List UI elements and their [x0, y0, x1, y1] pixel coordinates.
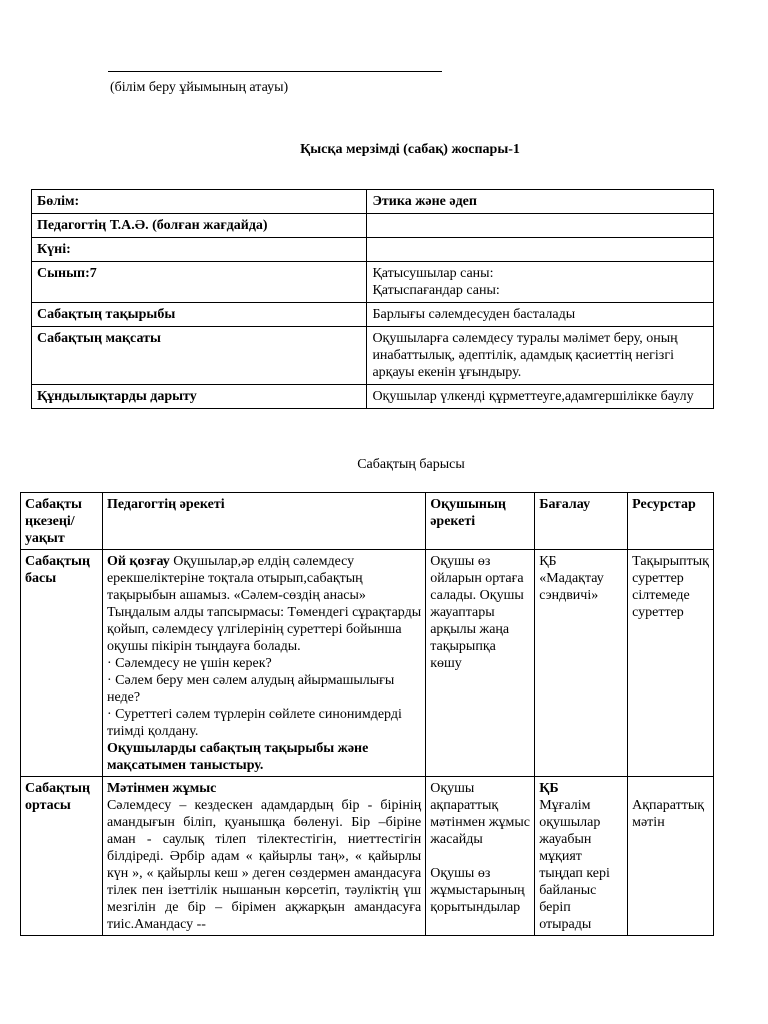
table-row — [21, 550, 714, 777]
info-label: Сабақтың мақсаты — [32, 327, 367, 385]
info-value — [367, 214, 714, 238]
resources-text: Ақпараттық мәтін — [632, 798, 705, 830]
info-value — [367, 262, 714, 303]
introduction-note: Оқушыларды сабақтың тақырыбы және мақсатымен таныстыру. — [106, 741, 369, 773]
info-label: Сабақтың тақырыбы — [32, 303, 367, 327]
info-value: Барлығы сәлемдесуден басталады — [367, 303, 714, 327]
teacher-action-cell — [102, 550, 425, 777]
lesson-progress-table — [20, 492, 714, 936]
warmup-body: Оқушылар,әр елдің сәлемдесу ерекшеліктеріне тоқтала отырып,сабақтың тақырыбын ашамыз. «Сәлем-сөздің анасы» Тыңдалым алды тапсырмасы: Төмендегі сұрақтарды қойып, сәлемдесу үлгілерінің суреттері бойынша оқушы пікірін тыңдауға болады. — [106, 554, 422, 654]
attendees-count-label: Қатысушылар саны: — [372, 266, 494, 281]
column-header-student: Оқушының әрекеті — [426, 493, 535, 550]
info-value — [367, 238, 714, 262]
info-value: Оқушылар үлкенді құрметтеуге,адамгершілікке баулу — [367, 385, 714, 409]
organization-caption: (білім беру ұйымының атауы) — [110, 80, 289, 95]
lesson-info-table — [31, 189, 714, 409]
student-action-text: Оқушы өз жұмыстарының қорытындылар — [430, 866, 525, 915]
info-row-teacher — [32, 214, 714, 238]
absentees-count-label: Қатыспағандар саны: — [372, 283, 500, 298]
info-row-class — [32, 262, 714, 303]
resources-cell: Тақырыптық суреттер сілтемеде суреттер — [628, 550, 714, 777]
student-action-cell: Оқушы өз ойларын ортаға салады. Оқушы жауаптары арқылы жаңа тақырыпқа көшу — [426, 550, 535, 777]
organization-name-line — [108, 71, 442, 72]
assessment-cell — [535, 777, 628, 936]
resources-cell — [628, 777, 714, 936]
assessment-cell: ҚБ «Мадақтау сэндвичі» — [535, 550, 628, 777]
column-header-teacher: Педагогтің әрекеті — [102, 493, 425, 550]
info-label: Сынып:7 — [32, 262, 367, 303]
info-label: Күні: — [32, 238, 367, 262]
table-header-row — [21, 493, 714, 550]
info-row-values — [32, 385, 714, 409]
info-label: Педагогтің Т.А.Ә. (болған жағдайда) — [32, 214, 367, 238]
question-item: · Суреттегі сәлем түрлерін сөйлете синонимдерді тиімді қолдану. — [106, 707, 402, 739]
column-header-assessment: Бағалау — [535, 493, 628, 550]
assessment-text: Мұғалім оқушылар жауабын мұқият тыңдап кері байланыс беріп отырады — [539, 798, 610, 932]
stage-cell: Сабақтың ортасы — [21, 777, 103, 936]
student-action-text: Оқушы ақпараттық мәтінмен жұмыс жасайды — [430, 781, 531, 847]
teacher-action-cell — [102, 777, 425, 936]
warmup-heading: Ой қозғау — [106, 554, 170, 569]
spacer — [632, 780, 709, 797]
stage-cell: Сабақтың басы — [21, 550, 103, 777]
column-header-stage: Сабақты ңкезеңі/ уақыт — [21, 493, 103, 550]
spacer — [430, 848, 530, 865]
text-work-heading: Мәтінмен жұмыс — [106, 781, 217, 796]
warmup-text — [107, 553, 421, 655]
info-row-section — [32, 190, 714, 214]
text-work-body: Сәлемдесу – кездескен адамдардың бір - бірінің амандығын біліп, қуанышқа бөленуі. Бір –біріне аман - саулық тілеп тілектестігін, ниеттестігін білдіреді. Әрбір адам « қайырлы таң», « қайырлы күн », « қайырлы кеш » деген сөздермен амандасуға тілек пен ізеттілік нышанын көрсетіп, тәуліктің үш мезгілін де бір – бірімен ақжарқын амандасуға тиіс.Амандасу -- — [106, 798, 422, 932]
info-row-goal — [32, 327, 714, 385]
info-value: Оқушыларға сәлемдесу туралы мәлімет беру, оның инабаттылық, әдептілік, адамдық қасиеттің негізгі арқауы екенін ұғындыру. — [367, 327, 714, 385]
question-item: · Сәлемдесу не үшін керек? — [106, 656, 272, 671]
info-row-topic — [32, 303, 714, 327]
column-header-resources: Ресурстар — [628, 493, 714, 550]
plan-title: Қысқа мерзімді (сабақ) жоспары-1 — [300, 142, 520, 157]
info-row-date — [32, 238, 714, 262]
info-value: Этика және әдеп — [367, 190, 714, 214]
info-label: Бөлім: — [32, 190, 367, 214]
student-action-cell — [426, 777, 535, 936]
table-row — [21, 777, 714, 936]
assessment-type: ҚБ — [539, 781, 559, 796]
info-label: Құндылықтарды дарыту — [32, 385, 367, 409]
lesson-progress-title: Сабақтың барысы — [357, 457, 465, 472]
question-item: · Сәлем беру мен сәлем алудың айырмашылығы неде? — [106, 673, 395, 705]
